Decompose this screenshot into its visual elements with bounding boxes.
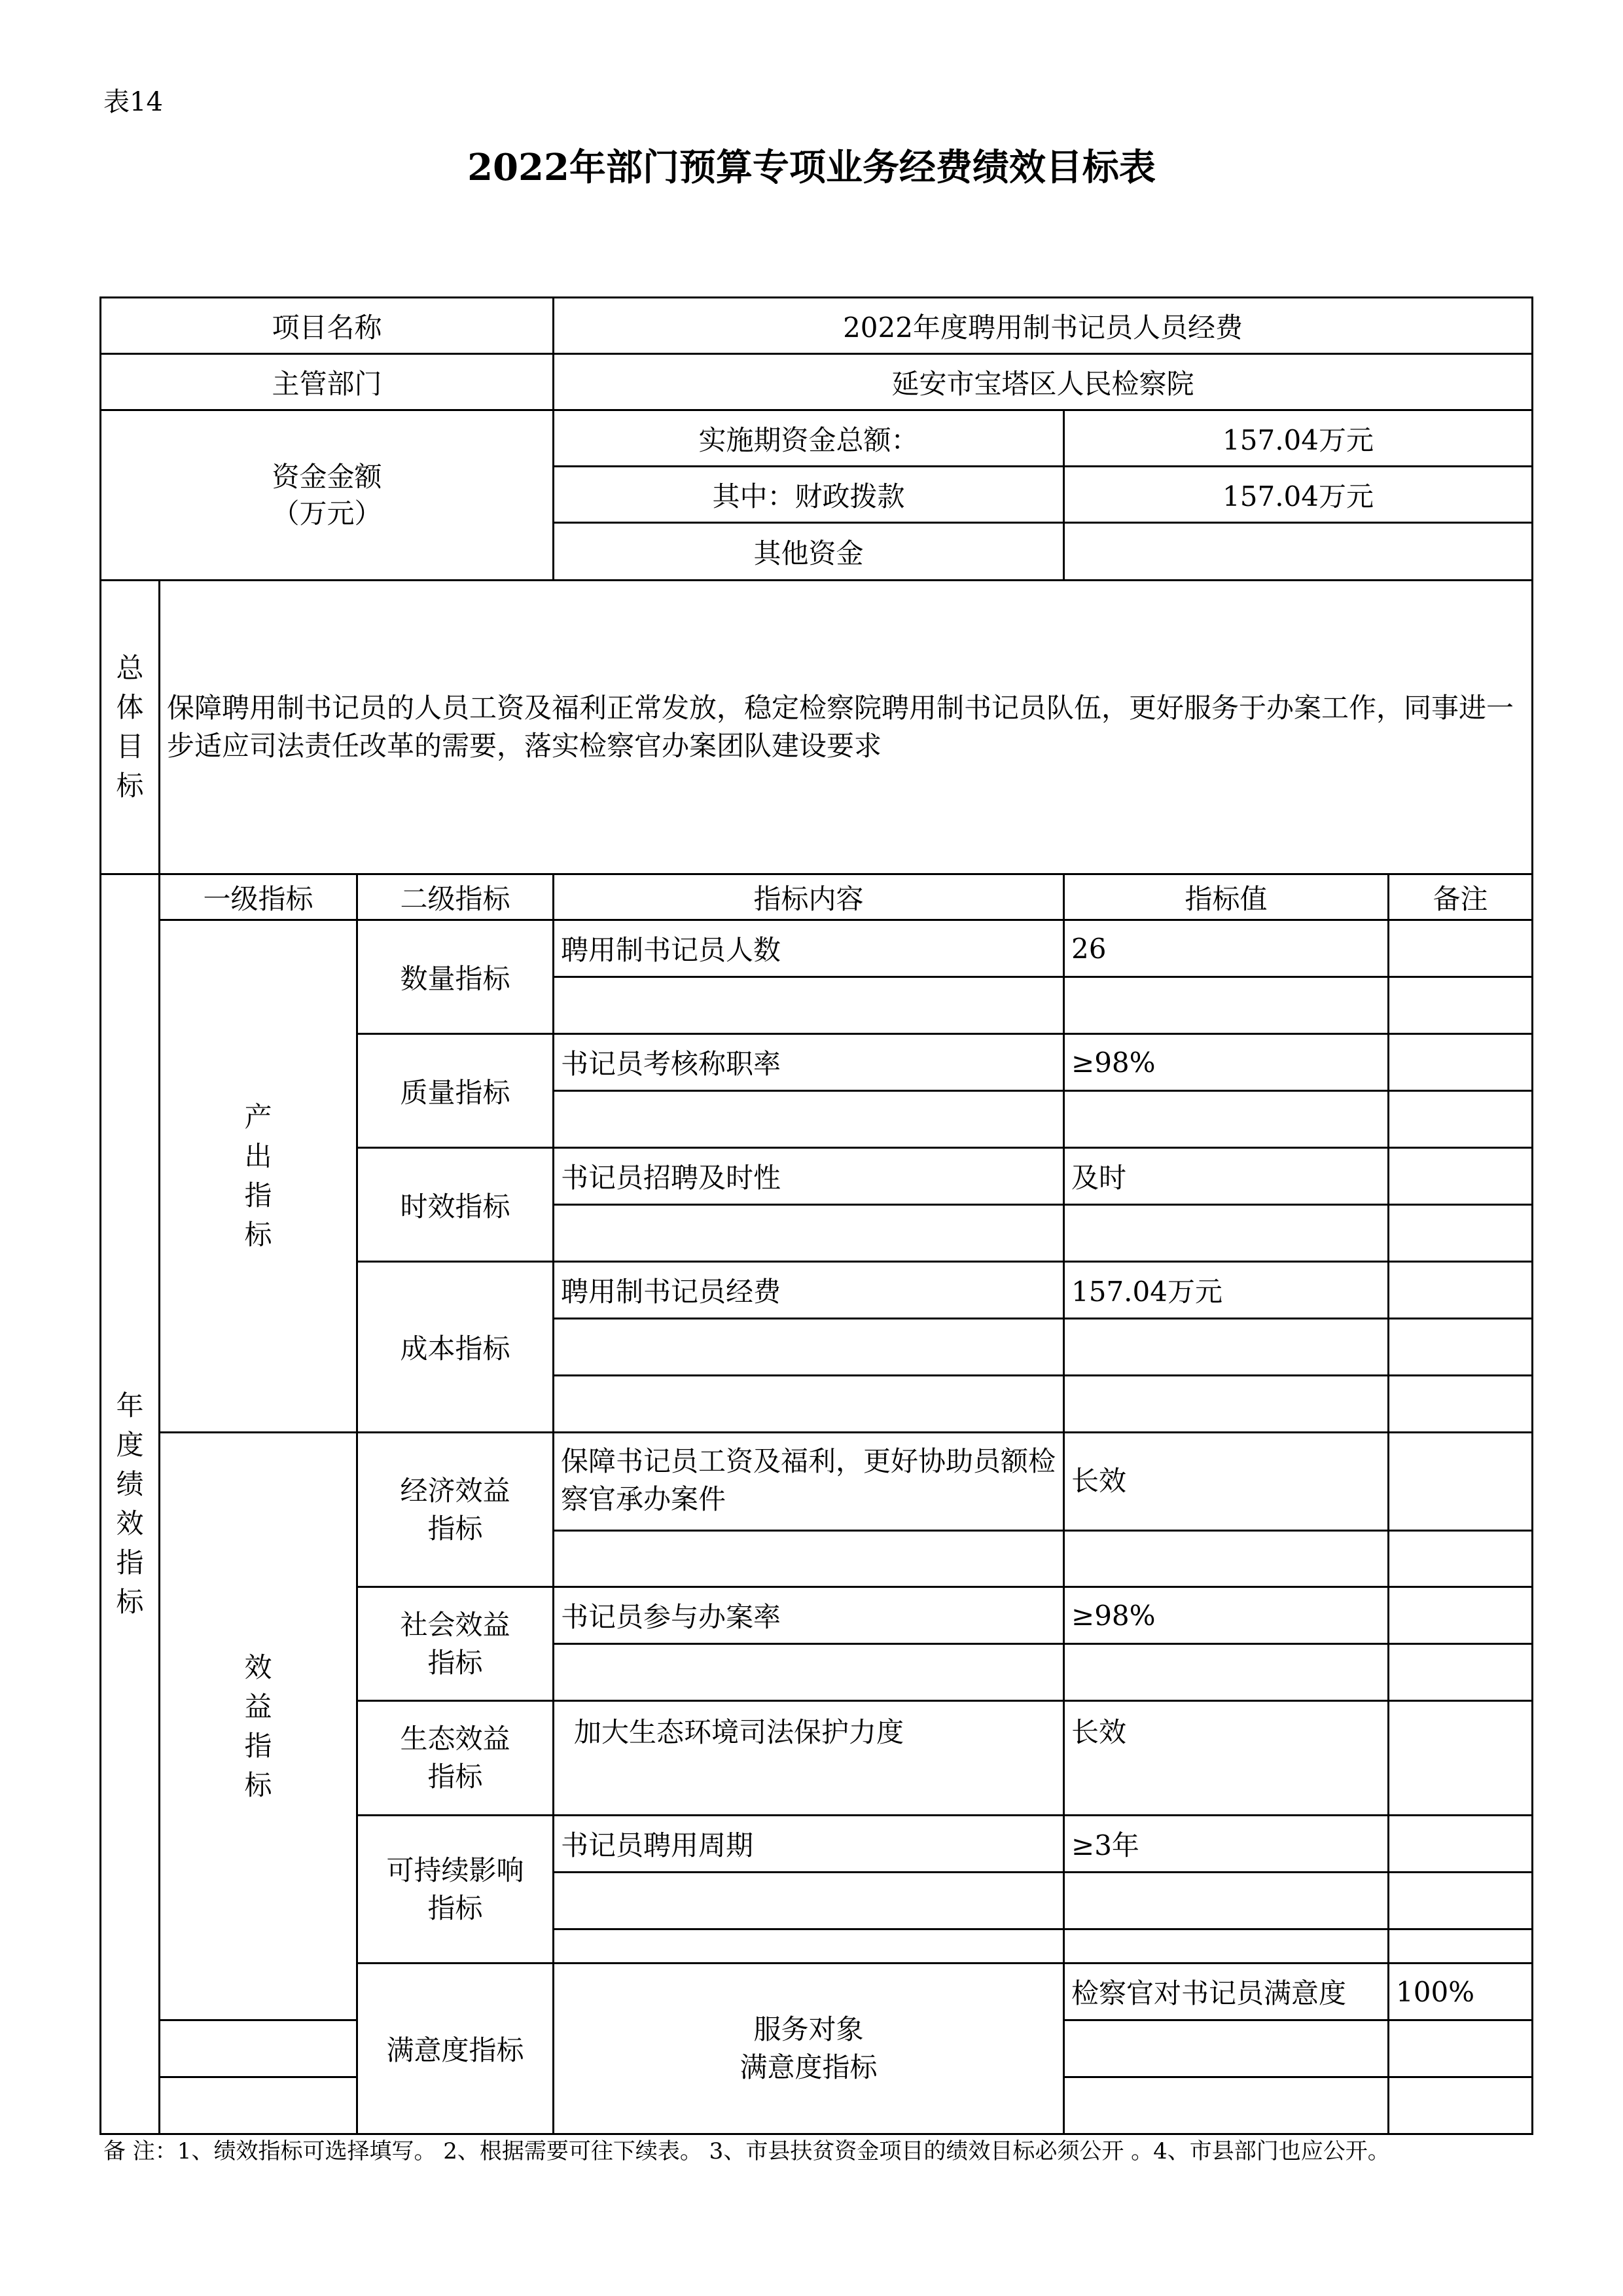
indicator-value: [1064, 2020, 1389, 2077]
indicator-content: 书记员参与办案率: [554, 1587, 1064, 1644]
indicator-value: [1064, 1091, 1389, 1148]
indicator-value: 及时: [1064, 1148, 1389, 1205]
fiscal-fund-label: 其中：财政拨款: [554, 467, 1064, 523]
indicator-content: [554, 1376, 1064, 1433]
indicator-value: 100%: [1389, 1964, 1533, 2020]
indicator-remark: [1389, 2077, 1533, 2134]
indicator-remark: [1389, 1148, 1533, 1205]
indicator-remark: [1389, 977, 1533, 1034]
indicator-remark: [1389, 1587, 1533, 1644]
indicator-remark: [1389, 1034, 1533, 1091]
indicator-content: [160, 2020, 357, 2077]
indicator-remark: [1389, 1262, 1533, 1319]
indicator-value: 长效: [1064, 1433, 1389, 1531]
fund-unit: （万元）: [272, 497, 382, 529]
indicator-remark: [1389, 1816, 1533, 1873]
benefit-indicators-label: 效 益 指 标: [160, 1433, 357, 2020]
other-fund-label: 其他资金: [554, 523, 1064, 581]
indicator-remark: [1389, 1873, 1533, 1929]
indicator-content: [554, 1929, 1064, 1964]
indicator-value: [1064, 977, 1389, 1034]
level1-header: 一级指标: [160, 874, 357, 920]
fund-total-row: [101, 410, 1533, 467]
timeliness-indicator-label: 时效指标: [357, 1148, 554, 1262]
sustainable-impact-label: 可持续影响 指标: [357, 1816, 554, 1964]
satisfaction-indicators-label: 满意度指标: [357, 1964, 554, 2134]
ecological-benefit-label: 生态效益 指标: [357, 1701, 554, 1816]
footnote: 备 注：1、绩效指标可选择填写。 2、根据需要可往下续表。 3、市县扶贫资金项目的绩效目标必须公开 。4、市县部门也应公开。: [103, 2138, 1390, 2164]
fiscal-fund-value: 157.04万元: [1064, 467, 1533, 523]
indicator-value: [1064, 1319, 1389, 1376]
fund-amount-label: [101, 410, 554, 581]
indicator-remark: [1389, 1433, 1533, 1531]
indicator-remark: [1389, 1091, 1533, 1148]
indicator-remark: [1389, 1531, 1533, 1587]
overall-goal-text: 保障聘用制书记员的人员工资及福利正常发放，稳定检察院聘用制书记员队伍，更好服务于办案工作，同事进一步适应司法责任改革的需要，落实检察官办案团队建设要求: [160, 581, 1533, 874]
quality-indicator-label: 质量指标: [357, 1034, 554, 1148]
other-fund-value: [1064, 523, 1533, 581]
indicator-content: [554, 1531, 1064, 1587]
indicator-value: ≥98%: [1064, 1587, 1389, 1644]
indicator-remark: [1389, 1205, 1533, 1262]
indicator-content: [554, 1873, 1064, 1929]
indicator-header-row: [101, 874, 1533, 920]
table-row: [101, 920, 1533, 977]
department-row: [101, 354, 1533, 410]
indicator-content: [554, 1205, 1064, 1262]
indicator-content: 聘用制书记员经费: [554, 1262, 1064, 1319]
total-fund-value: 157.04万元: [1064, 410, 1533, 467]
indicator-value: [1064, 1376, 1389, 1433]
page-title: 2022年部门预算专项业务经费绩效目标表: [467, 146, 1156, 189]
indicator-content: 保障书记员工资及福利，更好协助员额检察官承办案件: [554, 1433, 1064, 1531]
content-header: 指标内容: [554, 874, 1064, 920]
annual-indicators-label: 年 度 绩 效 指 标: [101, 874, 160, 2134]
total-fund-label: 实施期资金总额：: [554, 410, 1064, 467]
table-row: [101, 1433, 1533, 1531]
table-number: 表14: [103, 87, 163, 117]
indicator-value: 157.04万元: [1064, 1262, 1389, 1319]
indicator-content: [554, 977, 1064, 1034]
fund-label: 资金金额: [272, 460, 382, 493]
service-satisfaction-label: 服务对象 满意度指标: [554, 1964, 1064, 2134]
indicator-value: 26: [1064, 920, 1389, 977]
indicator-remark: [1389, 920, 1533, 977]
project-name-label: 项目名称: [101, 298, 554, 354]
overall-goal-row: [101, 581, 1533, 874]
indicator-content: 书记员考核称职率: [554, 1034, 1064, 1091]
indicator-remark: [1389, 1319, 1533, 1376]
indicator-remark: [1389, 1376, 1533, 1433]
indicator-value: [1064, 1873, 1389, 1929]
indicator-value: ≥3年: [1064, 1816, 1389, 1873]
indicator-content: [554, 1091, 1064, 1148]
indicator-value: 长效: [1064, 1701, 1389, 1816]
value-header: 指标值: [1064, 874, 1389, 920]
overall-goal-label: 总 体 目 标: [101, 581, 160, 874]
indicator-content: 书记员招聘及时性: [554, 1148, 1064, 1205]
quantity-indicator-label: 数量指标: [357, 920, 554, 1034]
indicator-content: 加大生态环境司法保护力度: [554, 1701, 1064, 1816]
indicator-content: 检察官对书记员满意度: [1064, 1964, 1389, 2020]
indicator-value: [1064, 1205, 1389, 1262]
indicator-remark: [1389, 1929, 1533, 1964]
project-name-row: [101, 298, 1533, 354]
department-value: 延安市宝塔区人民检察院: [554, 354, 1533, 410]
indicator-content: 聘用制书记员人数: [554, 920, 1064, 977]
indicator-content: [554, 1319, 1064, 1376]
remark-header: 备注: [1389, 874, 1533, 920]
indicator-content: 书记员聘用周期: [554, 1816, 1064, 1873]
output-indicators-label: 产 出 指 标: [160, 920, 357, 1433]
indicator-remark: [1389, 1644, 1533, 1701]
performance-table: [99, 296, 1533, 2135]
indicator-value: [1064, 2077, 1389, 2134]
indicator-value: [1064, 1531, 1389, 1587]
indicator-remark: [1389, 2020, 1533, 2077]
indicator-content: [554, 1644, 1064, 1701]
indicator-content: [160, 2077, 357, 2134]
project-name-value: 2022年度聘用制书记员人员经费: [554, 298, 1533, 354]
level2-header: 二级指标: [357, 874, 554, 920]
economic-benefit-label: 经济效益 指标: [357, 1433, 554, 1587]
social-benefit-label: 社会效益 指标: [357, 1587, 554, 1701]
indicator-value: [1064, 1929, 1389, 1964]
indicator-value: [1064, 1644, 1389, 1701]
department-label: 主管部门: [101, 354, 554, 410]
indicator-remark: [1389, 1701, 1533, 1816]
indicator-value: ≥98%: [1064, 1034, 1389, 1091]
cost-indicator-label: 成本指标: [357, 1262, 554, 1433]
